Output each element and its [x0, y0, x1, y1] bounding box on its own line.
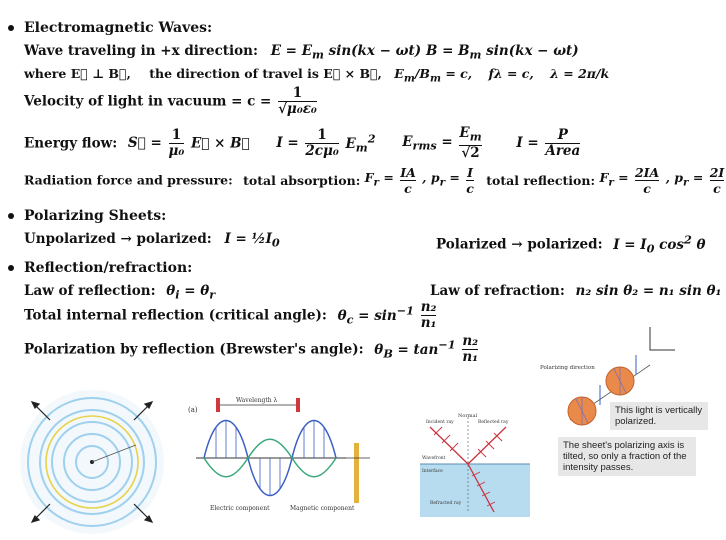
tilted-axis-note: The sheet's polarizing axis is tilted, so only a fraction of the intensity passes.	[558, 437, 696, 476]
Erms-num-sub: m	[469, 129, 482, 144]
Fr2-num: 2IA	[634, 165, 660, 180]
Fr2-den: c	[635, 180, 659, 196]
pr-sub: r	[439, 176, 446, 189]
wave-E-sub: m	[311, 47, 324, 62]
polpol-line	[436, 231, 706, 256]
Fr-eq: =	[379, 170, 394, 186]
bullet	[8, 265, 14, 271]
polpol-sub: 0	[646, 241, 655, 256]
law-refr-eq: n₂ sin θ₂ = n₁ sin θ₁	[575, 283, 722, 299]
pr-den: c	[466, 181, 474, 196]
wave-B-eq	[426, 43, 579, 63]
where-line: where E⃗ ⊥ B⃗, the direction of travel is E⃗ × B⃗, $E_m/B_m = c$, fλ = c, λ = 2π/k	[24, 66, 610, 85]
energy-line	[24, 126, 582, 162]
Erms-sub: rms	[412, 138, 437, 153]
ratio-E: E	[394, 66, 404, 81]
direction-text: the direction of travel is E⃗ × B⃗,	[149, 66, 382, 81]
I2-den: Area	[545, 142, 581, 159]
polpol-label: Polarized → polarized:	[436, 236, 603, 253]
I2-lhs: I =	[516, 135, 539, 152]
velocity-den: √μ₀ε₀	[278, 101, 317, 117]
I-num: 1	[317, 126, 327, 143]
law-refr-line	[430, 283, 721, 299]
law-refl-label: Law of reflection:	[24, 283, 156, 299]
radiation-label: Radiation force and pressure:	[24, 172, 233, 188]
pr2-eq: =	[688, 170, 704, 186]
brew-den: n₁	[462, 349, 479, 365]
brew-label: Polarization by reflection (Brewster's angle):	[24, 341, 364, 358]
S-rest: E⃗ × B⃗	[191, 135, 250, 152]
Fr-den: c	[400, 180, 416, 196]
Erms-den: √2	[461, 144, 480, 161]
tir-eq2: = sin	[353, 308, 397, 325]
unpol-eq: I = ½I	[224, 231, 272, 247]
tir-eq: θ	[337, 308, 347, 325]
tir-sub: c	[346, 313, 354, 328]
law-refl-eq2: = θ	[179, 283, 210, 299]
wave-E: E = E	[270, 43, 312, 59]
reflected-label: Reflected ray	[478, 420, 509, 425]
Fr-sub: r	[373, 176, 380, 189]
brew-num: n₂	[462, 333, 479, 349]
tir-den: n₁	[420, 315, 437, 331]
Fr2-sub: r	[608, 176, 614, 189]
wave-line	[24, 43, 421, 63]
lambda-eq: λ = 2π/k	[550, 66, 610, 81]
electric-label: Electric component	[210, 505, 270, 512]
I-den: 2cμ₀	[305, 142, 339, 159]
velocity-label: Velocity of light in vacuum = c =	[24, 93, 272, 110]
wave-B-sub: m	[469, 47, 482, 62]
wave-E-rest: sin(kx − ωt)	[323, 43, 422, 59]
pr2-lhs: , p	[665, 170, 684, 186]
velocity-line	[24, 86, 319, 122]
S-den: μ₀	[168, 142, 185, 159]
wave-B: B = B	[426, 43, 470, 59]
bullet	[8, 213, 14, 219]
radiation-line	[24, 165, 726, 201]
Fr2-lhs: F	[599, 170, 609, 186]
Fr2-eq: =	[613, 170, 629, 186]
polpol-rest: cos	[654, 236, 684, 253]
normal-label: Normal	[458, 413, 478, 419]
wavefront-label: Wavefront	[422, 456, 446, 461]
S-lhs: S⃗ =	[127, 135, 162, 152]
I-rest: E	[345, 136, 356, 153]
polpol-eq: I = I	[613, 236, 647, 253]
brew-eq2: = tan	[392, 342, 439, 359]
wavelength-label: Wavelength λ	[236, 397, 278, 404]
Erms-num: E	[459, 125, 470, 141]
f-lambda: fλ = c,	[488, 66, 534, 81]
energy-label: Energy flow:	[24, 135, 118, 152]
polpol-theta: θ	[691, 236, 706, 253]
Erms-eq: =	[436, 133, 453, 150]
unpol-label: Unpolarized → polarized:	[24, 231, 212, 247]
I-lhs: I =	[276, 135, 299, 152]
brew-line	[24, 334, 480, 370]
I-rest-sub: m	[355, 140, 368, 155]
law-refl-r: r	[209, 287, 216, 302]
pr2-num: 2I	[709, 165, 725, 180]
pr-num: I	[467, 165, 473, 180]
unpol-sub: 0	[271, 235, 280, 250]
Erms-lhs: E	[402, 133, 413, 150]
I2-num: P	[557, 126, 568, 143]
tir-label: Total internal reflection (critical angle):	[24, 307, 327, 324]
law-refr-label: Law of refraction:	[430, 283, 565, 299]
em-heading: Electromagnetic Waves:	[24, 20, 213, 36]
wave-fig-label-a: (a)	[188, 406, 198, 414]
spherical-wave-figure	[20, 385, 170, 535]
I-rest-sup: 2	[367, 131, 376, 146]
refraction-figure	[420, 412, 530, 517]
pol-heading: Polarizing Sheets:	[24, 208, 167, 224]
brew-sub: B	[383, 347, 393, 362]
magnetic-label: Magnetic component	[290, 505, 355, 512]
wave-B-rest: sin(kx − ωt)	[481, 43, 579, 59]
law-refl-i: i	[175, 287, 180, 302]
pr-eq: =	[445, 170, 460, 186]
incident-label: Incident ray	[426, 420, 454, 425]
refl-heading: Reflection/refraction:	[24, 260, 193, 276]
brew-sup: −1	[438, 337, 456, 352]
polarizing-direction-label: Polarizing direction	[540, 365, 595, 371]
bullet	[8, 25, 14, 31]
unpol-line	[24, 231, 280, 251]
total-reflection: total reflection:	[486, 172, 596, 188]
tir-num: n₂	[420, 299, 437, 315]
wave-label: Wave traveling in +x direction:	[24, 43, 258, 59]
tir-sup: −1	[396, 303, 415, 318]
polpol-sup: 2	[683, 232, 692, 246]
pr-lhs: , p	[422, 170, 440, 186]
S-num: 1	[171, 126, 182, 143]
ratio-B: /B	[414, 66, 430, 81]
ratio-end: = c,	[440, 66, 473, 81]
pr2-den: c	[710, 180, 725, 196]
polarized-note: This light is vertically polarized.	[610, 402, 708, 430]
velocity-num: 1	[292, 85, 303, 101]
em-wave-figure	[186, 388, 376, 518]
brew-eq: θ	[374, 342, 384, 359]
Fr-lhs: F	[364, 170, 374, 186]
interface-label: Interface	[422, 469, 443, 474]
tir-line	[24, 300, 438, 336]
where-text: where E⃗ ⊥ B⃗,	[24, 66, 131, 81]
total-absorption: total absorption:	[243, 172, 361, 188]
refracted-label: Refracted ray	[430, 501, 462, 506]
Fr-num: IA	[400, 165, 416, 180]
pr2-sub: r	[683, 176, 689, 189]
law-refl-eq: θ	[166, 283, 176, 299]
